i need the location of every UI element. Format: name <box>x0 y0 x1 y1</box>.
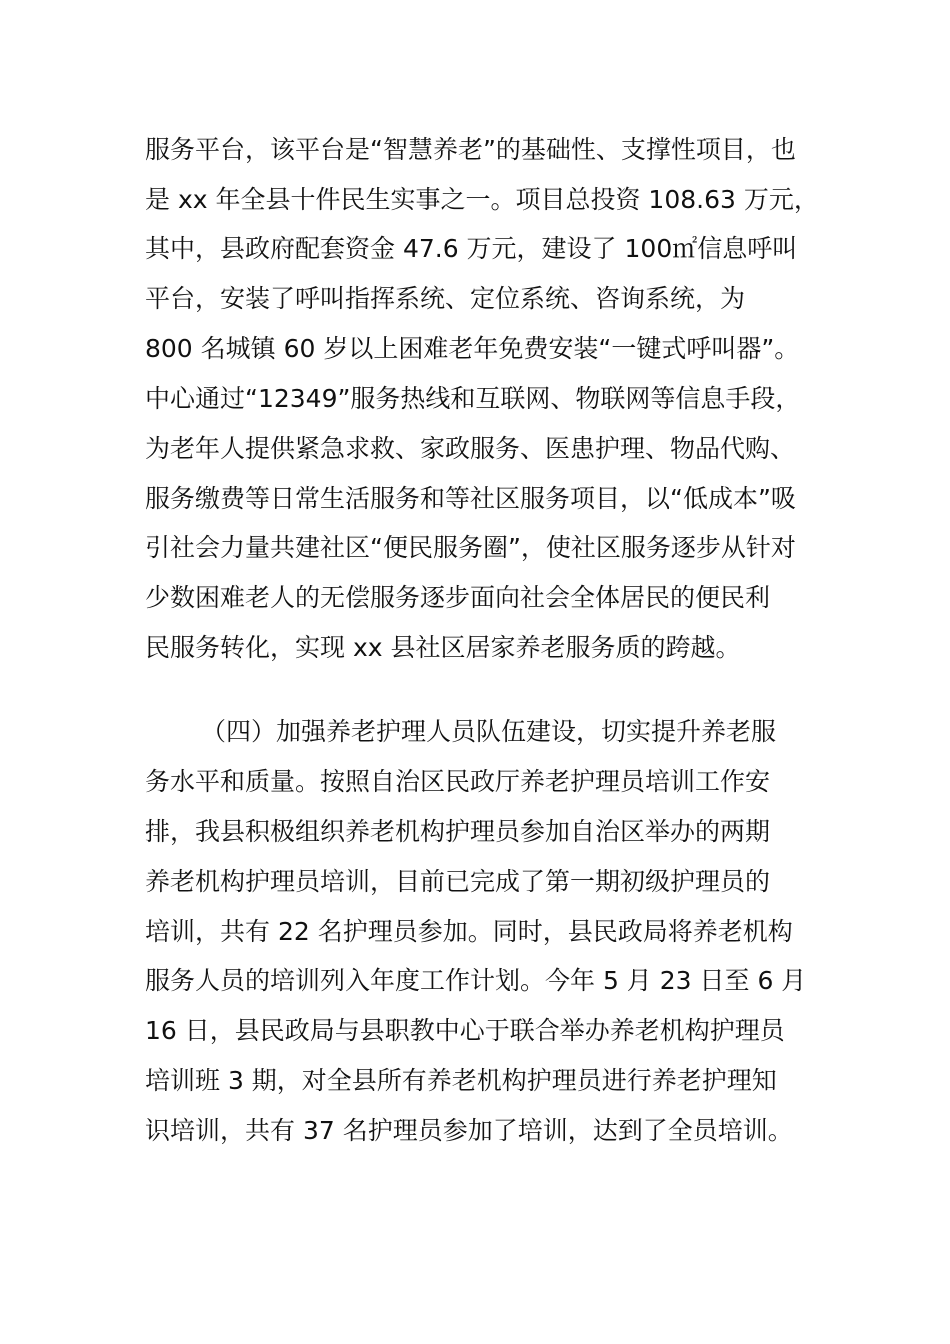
paragraph-2-line-1: （四）加强养老护理人员队伍建设，切实提升养老服 <box>201 717 777 746</box>
paragraph-1-line-2: 是 xx 年全县十件民生实事之一。项目总投资 108.63 万元， <box>145 185 819 214</box>
paragraph-2-line-8: 培训班 3 期，对全县所有养老机构护理员进行养老护理知 <box>145 1066 777 1095</box>
paragraph-2-line-5: 培训，共有 22 名护理员参加。同时，县民政局将养老机构 <box>145 917 793 946</box>
paragraph-2-line-4: 养老机构护理员培训，目前已完成了第一期初级护理员的 <box>145 867 771 896</box>
paragraph-1-line-5: 800 名城镇 60 岁以上困难老年免费安装“一键式呼叫器”。 <box>145 334 800 363</box>
paragraph-1-line-8: 服务缴费等日常生活服务和等社区服务项目，以“低成本”吸 <box>145 484 796 513</box>
paragraph-1-line-3: 其中，县政府配套资金 47.6 万元，建设了 100㎡信息呼叫 <box>145 234 798 263</box>
paragraph-2-line-2: 务水平和质量。按照自治区民政厅养老护理员培训工作安 <box>145 767 771 796</box>
paragraph-2-line-9: 识培训，共有 37 名护理员参加了培训，达到了全员培训。 <box>145 1116 793 1145</box>
paragraph-2-line-3: 排，我县积极组织养老机构护理员参加自治区举办的两期 <box>145 817 771 846</box>
paragraph-1-line-1: 服务平台，该平台是“智慧养老”的基础性、支撑性项目，也 <box>145 135 796 164</box>
paragraph-1-line-10: 少数困难老人的无偿服务逐步面向社会全体居民的便民利 <box>145 583 771 612</box>
paragraph-1-line-11: 民服务转化，实现 xx 县社区居家养老服务质的跨越。 <box>145 633 741 662</box>
paragraph-2-line-6: 服务人员的培训列入年度工作计划。今年 5 月 23 日至 6 月 <box>145 966 807 995</box>
paragraph-2-line-7: 16 日，县民政局与县职教中心于联合举办养老机构护理员 <box>145 1016 785 1045</box>
paragraph-1-line-6: 中心通过“12349”服务热线和互联网、物联网等信息手段， <box>145 384 801 413</box>
paragraph-1-line-7: 为老年人提供紧急求救、家政服务、医患护理、物品代购、 <box>145 434 796 463</box>
paragraph-1-line-9: 引社会力量共建社区“便民服务圈”，使社区服务逐步从针对 <box>145 533 796 562</box>
paragraph-1-line-4: 平台，安装了呼叫指挥系统、定位系统、咨询系统，为 <box>145 284 746 313</box>
